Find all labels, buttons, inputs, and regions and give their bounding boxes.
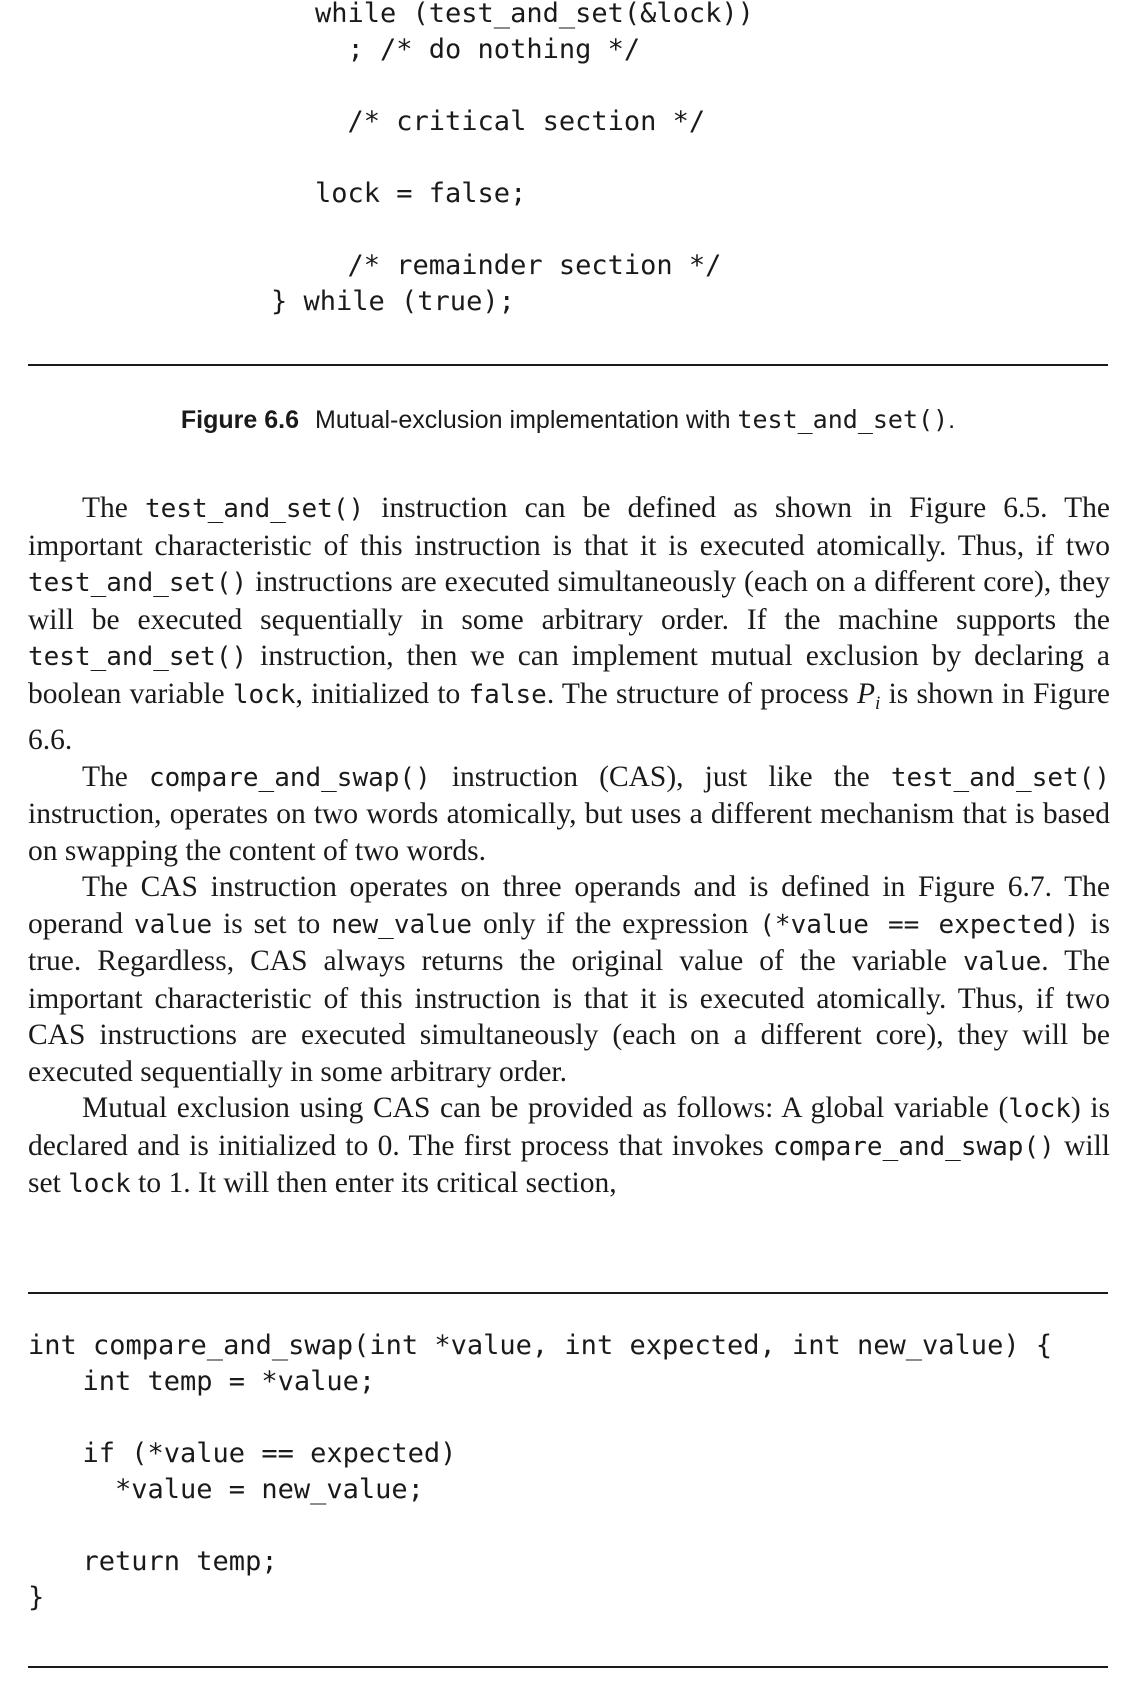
text-run: The bbox=[82, 760, 149, 793]
inline-code: test_and_set() bbox=[28, 642, 248, 672]
text-run: to 1. It will then enter its critical section, bbox=[130, 1167, 617, 1199]
inline-code: compare_and_swap() bbox=[773, 1131, 1055, 1162]
text-run: The bbox=[82, 871, 141, 903]
code-line bbox=[271, 68, 754, 104]
text-run: instruction ( bbox=[430, 760, 609, 793]
text-run: instruction, operates on two words atomically, but uses a different mechanism that is based on swapping the content of two words. bbox=[28, 798, 1110, 867]
text-run: instruction operates on three operands and is defined in Figure 6.7. The operand bbox=[28, 871, 1110, 940]
text-run: Mutual exclusion using bbox=[82, 1092, 373, 1124]
inline-code: lock bbox=[1008, 1094, 1071, 1124]
process-variable: P bbox=[857, 677, 876, 710]
acronym: CAS bbox=[140, 871, 198, 903]
text-run: instruction can be defined as shown in Figure 6.5. The important characteristic of this instruction is that it is executed atomically. Thus, if two bbox=[28, 492, 1110, 562]
figure-6-7-code bbox=[28, 1328, 1052, 1616]
figure-top-rule bbox=[28, 364, 1108, 366]
text-run: can be provided as follows: A global variable ( bbox=[430, 1092, 1009, 1124]
code-line: return temp; bbox=[50, 1546, 278, 1577]
inline-code: new_value bbox=[331, 909, 473, 940]
text-run: instruction, then we can implement mutual exclusion by declaring a boolean variable bbox=[28, 640, 1110, 710]
code-line: /* remainder section */ bbox=[315, 250, 722, 281]
inline-code: value bbox=[133, 909, 213, 940]
inline-code: (*value == expected) bbox=[759, 909, 1080, 940]
code-line bbox=[271, 140, 754, 176]
text-run: always returns the original value of the variable bbox=[307, 945, 963, 977]
caption-end: . bbox=[948, 406, 956, 434]
acronym: CAS bbox=[28, 1019, 86, 1051]
text-run: is set to bbox=[212, 907, 332, 940]
process-subscript: i bbox=[875, 692, 881, 714]
code-line bbox=[271, 212, 754, 248]
text-run: instructions are executed simultaneously (each on a different core), they will be executed sequentially in some arbitrary order. bbox=[28, 1019, 1110, 1088]
caption-code: test_and_set() bbox=[737, 405, 949, 434]
code-line: if (*value == expected) bbox=[50, 1438, 457, 1469]
text-run: ) is declared and is initialized to 0. The first process that invokes bbox=[28, 1092, 1111, 1162]
inline-code: lock bbox=[232, 679, 296, 710]
inline-code: value bbox=[962, 947, 1042, 977]
text-run: The bbox=[82, 492, 145, 524]
code-line bbox=[28, 1400, 1052, 1436]
code-line: lock = false; bbox=[315, 178, 527, 209]
body-text bbox=[28, 490, 1110, 1203]
paragraph-3 bbox=[28, 869, 1110, 1090]
text-run: , initialized to bbox=[295, 677, 469, 710]
code-line: ; /* do nothing */ bbox=[315, 34, 641, 65]
figure-label: Figure 6.6 bbox=[180, 406, 299, 434]
paragraph-4 bbox=[28, 1090, 1110, 1203]
figure-6-6-code bbox=[271, 0, 754, 320]
code-line: /* critical section */ bbox=[315, 106, 706, 137]
code-line: int compare_and_swap(int *value, int expected, int new_value) { bbox=[28, 1330, 1053, 1361]
text-run: is true. Regardless, bbox=[28, 907, 1110, 977]
paragraph-1 bbox=[28, 490, 1110, 759]
inline-code: compare_and_swap() bbox=[148, 762, 431, 793]
text-run: only if the expression bbox=[472, 907, 760, 940]
inline-code: test_and_set() bbox=[890, 762, 1110, 793]
text-run: is shown in Figure 6.6. bbox=[28, 677, 1110, 756]
figure-caption bbox=[0, 404, 1136, 436]
inline-code: false bbox=[468, 679, 547, 710]
acronym: CAS bbox=[373, 1092, 431, 1124]
code-line: *value = new_value; bbox=[50, 1474, 424, 1505]
code-line: } while (true); bbox=[271, 286, 515, 317]
text-run: will set bbox=[28, 1129, 1110, 1199]
code-line: } bbox=[28, 1582, 45, 1613]
inline-code: lock bbox=[68, 1169, 131, 1199]
code-line: int temp = *value; bbox=[50, 1366, 376, 1397]
inline-code: test_and_set() bbox=[28, 568, 248, 598]
text-run: . The structure of process bbox=[546, 677, 858, 710]
caption-text: Mutual-exclusion implementation with bbox=[315, 406, 738, 434]
acronym: CAS bbox=[608, 760, 667, 793]
code-line bbox=[28, 1508, 1052, 1544]
figure-6-7-bottom-rule bbox=[28, 1666, 1108, 1668]
code-line: while (test_and_set(&lock)) bbox=[315, 0, 754, 29]
text-run: ), just like the bbox=[666, 760, 891, 793]
paragraph-2 bbox=[28, 759, 1110, 870]
text-run: instructions are executed simultaneously (each on a different core), they will be executed sequentially in some arbitrary order. If the machine supports the bbox=[28, 566, 1110, 636]
text-run: . The important characteristic of this instruction is that it is executed atomically. Thus, if two bbox=[28, 945, 1110, 1015]
acronym: CAS bbox=[250, 945, 308, 977]
inline-code: test_and_set() bbox=[145, 494, 365, 524]
figure-6-7-top-rule bbox=[28, 1292, 1108, 1294]
